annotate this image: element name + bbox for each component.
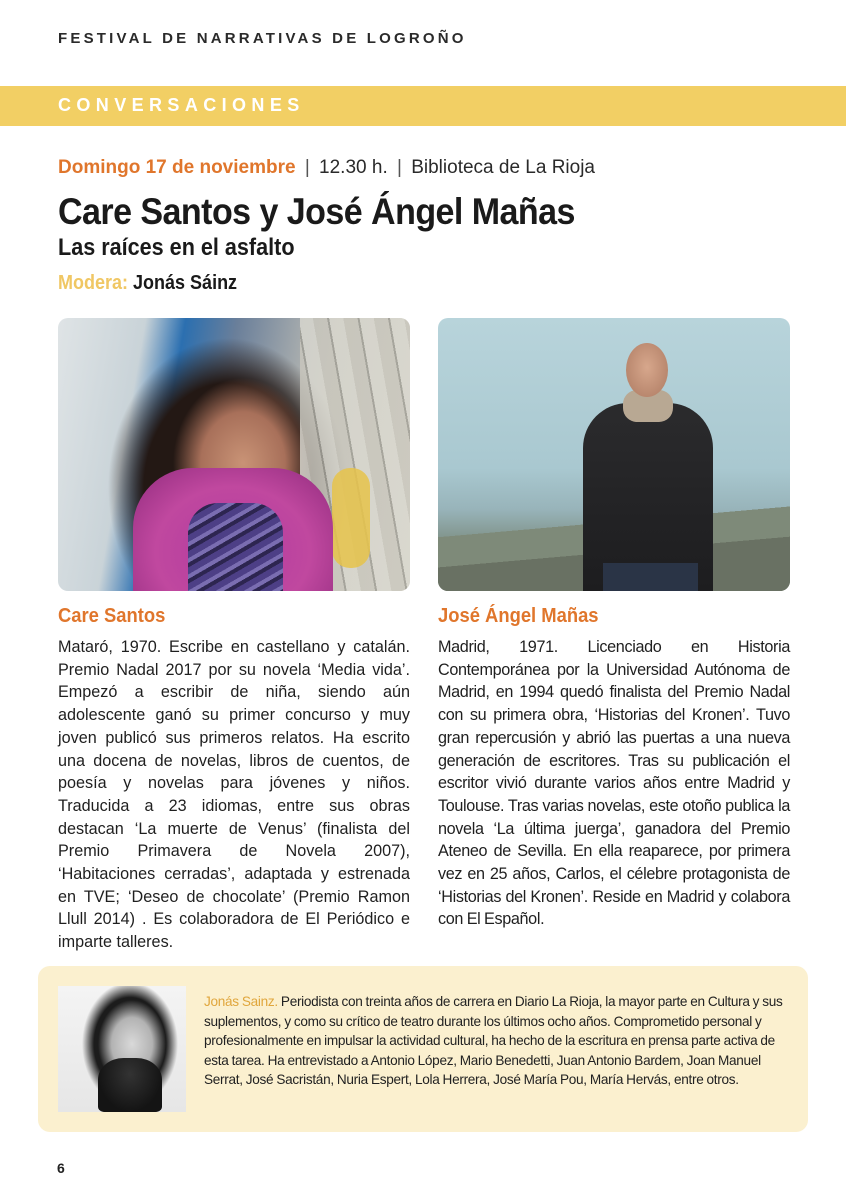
graffiti-yellow <box>332 468 370 568</box>
head <box>626 343 668 397</box>
section-title: CONVERSACIONES <box>58 95 305 115</box>
moderator-label: Modera: <box>58 272 129 294</box>
section-band <box>0 86 846 126</box>
moderator-bio-name: Jonás Sainz. <box>204 994 278 1009</box>
event-time: 12.30 h. <box>319 157 388 178</box>
jose-angel-manas-photo <box>438 318 790 591</box>
author-bio: Madrid, 1971. Licenciado en Historia Contemporánea por la Universidad Autónoma de Madrid, en 1994 quedó finalista del Premio Nadal con su primera obra, ‘Historias del Kronen’. Tuvo gran repercusión y abrió las puertas a una nueva generación de escritores. Tras su publicación el escritor vivió durante varios años entre Madrid y Toulouse. Tras varias novelas, este otoño publica la novela ‘La última juerga’, ganadora del Premio Ateneo de Sevilla. En ella reaparece, por primera vez en 25 años, Carlos, el célebre protagonista de ‘Historias del Kronen’. Reside en Madrid y colabora con El Español. <box>438 638 790 929</box>
separator: | <box>397 157 402 178</box>
moderator-bio-text: Periodista con treinta años de carrera en Diario La Rioja, la mayor parte en Cultura y sus suplementos, y como su crítico de teatro durante los últimos ocho años. Comprometido personal y profesionalmente en impulsar la actividad cultural, ha hecho de la escritura en prensa parte activa de esta tarea. Ha entrevistado a Antonio López, Mario Benedetti, Juan Antonio Bardem, Joan Manuel Serrat, José Sacristán, Nuria Espert, Lola Herrera, José María Pou, María Hervás, entre otros. <box>204 994 783 1087</box>
event-date: Domingo 17 de noviembre <box>58 157 296 178</box>
striped-top <box>188 503 283 591</box>
event-venue: Biblioteca de La Rioja <box>411 157 596 178</box>
separator: | <box>304 157 310 178</box>
beard <box>98 1058 162 1112</box>
moderator-line <box>58 272 237 295</box>
event-title: Care Santos y José Ángel Mañas <box>58 191 575 232</box>
event-info <box>58 157 595 179</box>
event-subtitle: Las raíces en el asfalto <box>58 234 295 261</box>
moderator-box <box>38 966 808 1132</box>
festival-title: FESTIVAL DE NARRATIVAS DE LOGROÑO <box>58 30 467 47</box>
author-name: Care Santos <box>58 605 166 627</box>
moderator-bio <box>204 992 794 1090</box>
author-name: José Ángel Mañas <box>438 605 599 627</box>
moderator-name: Jonás Sáinz <box>133 272 238 294</box>
moderator-photo <box>58 986 186 1112</box>
care-santos-photo <box>58 318 410 591</box>
jeans <box>603 563 698 591</box>
page-number: 6 <box>57 1160 65 1176</box>
author-bio: Mataró, 1970. Escribe en castellano y catalán. Premio Nadal 2017 por su novela ‘Media vida’. Empezó a escribir de niña, siendo aún adolescente ganó su primer concurso y muy joven publicó sus primeros relatos. Ha escrito una docena de novelas, libros de cuentos, de poesía y novelas para jóvenes y niños. Traducida a 23 idiomas, entre sus obras destacan ‘La muerte de Venus’ (finalista del Premio Primavera de Novela 2007), ‘Habitaciones cerradas’, adaptada y estrenada en TVE; ‘Deseo de chocolate’ (Premio Ramon Llull 2014) . Es colaboradora de El Periódico e imparte talleres. <box>58 638 410 952</box>
